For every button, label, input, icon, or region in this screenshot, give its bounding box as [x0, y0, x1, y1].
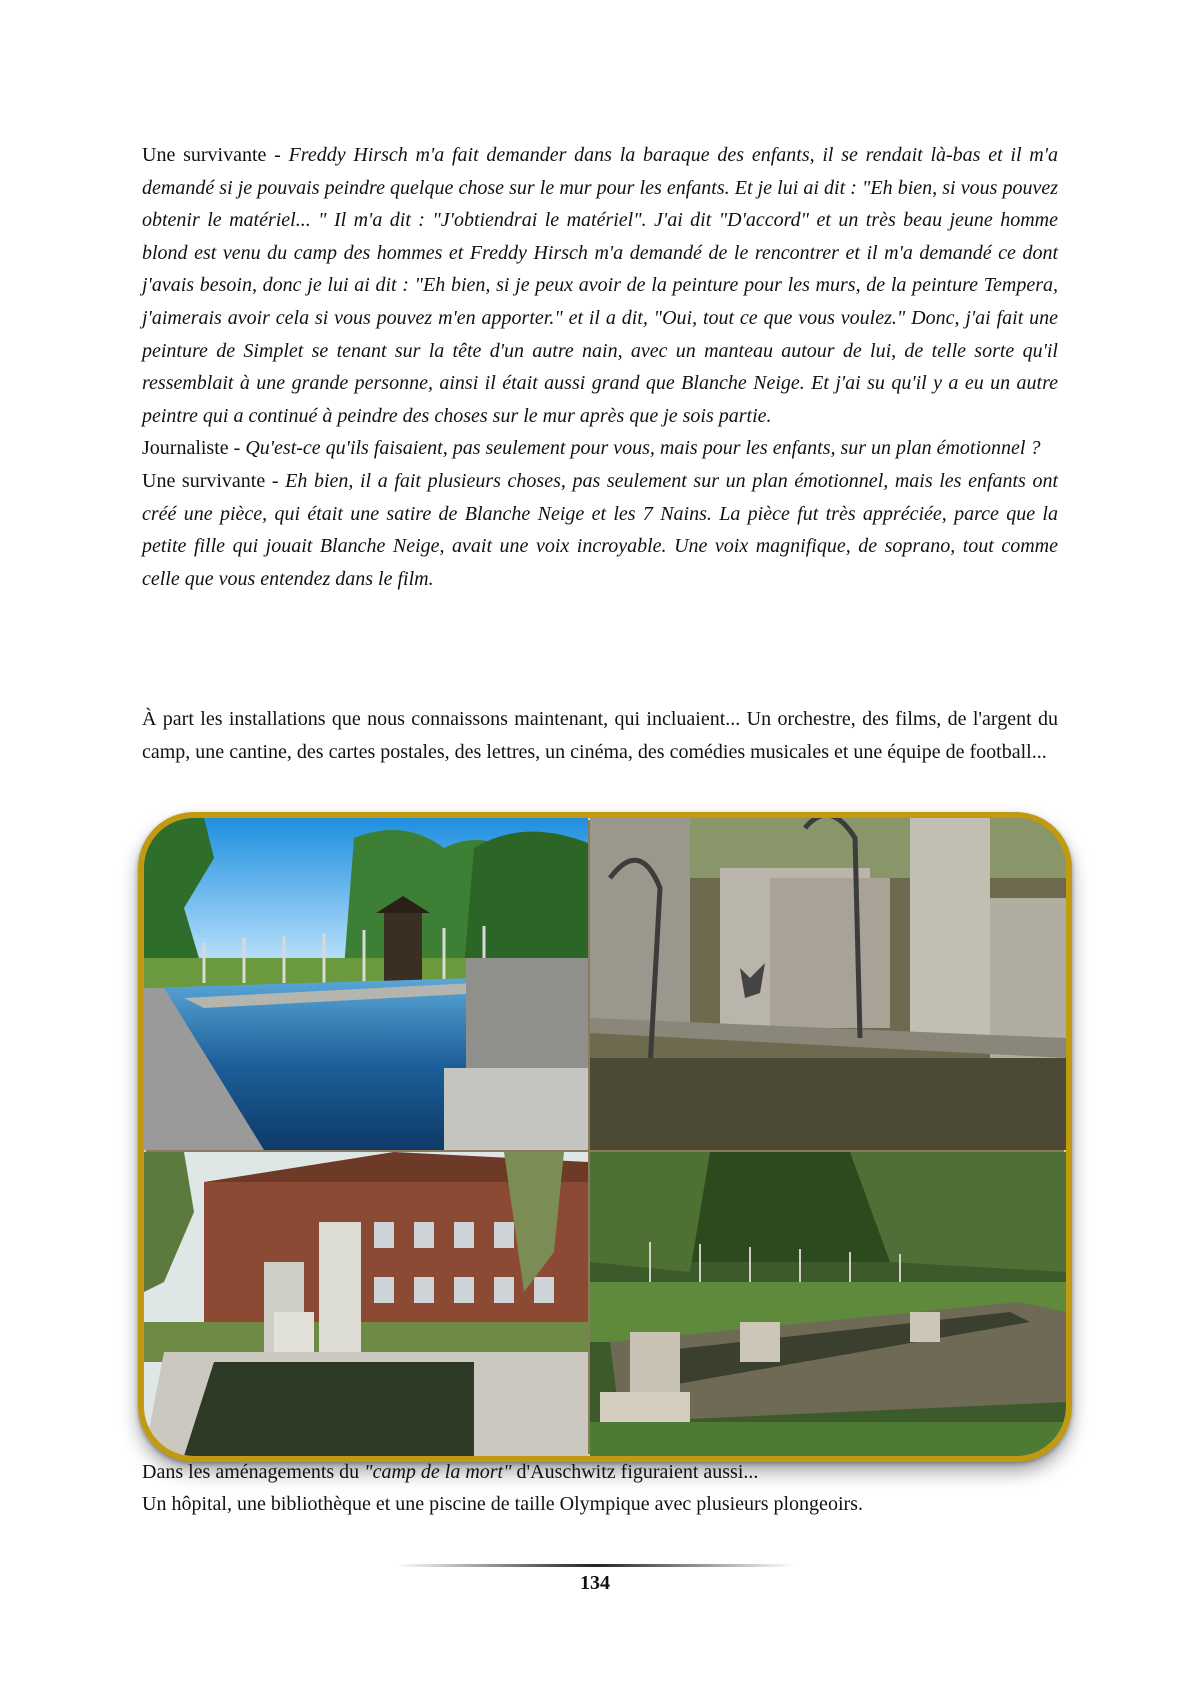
facilities-paragraph [142, 703, 1058, 768]
photo-collage-frame [138, 812, 1072, 1462]
footer-divider [395, 1564, 795, 1567]
speech-text: Eh bien, il a fait plusieurs choses, pas seulement sur un plan émotionnel, mais les enfants ont créé une pièce, qui était une satire de Blanche Neige et les 7 Nains. La pièce fut très appréciée, parce que la petite fille qui jouait Blanche Neige, avait une voix incroyable. Une voix magnifique, de soprano, tout comme celle que vous entendez dans le film. [142, 469, 1059, 590]
photo-diving-steps [590, 818, 1066, 1150]
dialogue-entry-1 [142, 139, 1058, 432]
speech-text: Freddy Hirsch m'a fait demander dans la baraque des enfants, il se rendait là-bas et il m'a demandé si je pouvais peindre quelque chose sur le mur pour les enfants. Et je lui ai dit : "Eh bien, si vous pouvez obtenir le matériel... " Il m'a dit : "J'obtiendrai le matériel". J'ai dit "D'accord" et un très beau jeune homme blond est venu du camp des hommes et Freddy Hirsch m'a demandé de le rencontrer et il m'a demandé ce dont j'avais besoin, donc je lui ai dit : "Eh bien, si je peux avoir de la peinture pour les murs, de la peinture Tempera, j'aimerais avoir cela si vous pouvez m'en apporter." et il a dit, "Oui, tout ce que vous voulez." Donc, j'ai fait une peinture de Simplet se tenant sur la tête d'un autre nain, avec un manteau autour de lui, de telle sorte qu'il ressemblait à une grande personne, ainsi il était aussi grand que Blanche Neige. Et j'ai su qu'il y a eu un autre peintre qui a continué à peindre des choses sur le mur après que je sois partie. [142, 144, 1058, 427]
caption-text: Dans les aménagements du [142, 1461, 365, 1483]
photo-brick-barracks-pool [144, 1152, 588, 1456]
speaker-label: Une survivante - [142, 469, 286, 492]
photo-pool-watchtower [144, 818, 588, 1150]
speaker-label: Une survivante - [142, 144, 289, 166]
facilities-text: À part les installations que nous connaissons maintenant, qui incluaient... Un orchestre, des films, de l'argent du camp, une cantine, des cartes postales, des lettres, un cinéma, des comédies musicales et une équipe de football... [142, 708, 1058, 763]
interview-dialogue [142, 139, 1058, 595]
caption-quote: "camp de la mort" [364, 1461, 512, 1483]
speech-text: Qu'est-ce qu'ils faisaient, pas seulement pour vous, mais pour les enfants, sur un plan émotionnel ? [245, 437, 1041, 460]
dialogue-entry-2 [142, 432, 1058, 465]
speaker-label: Journaliste - [142, 437, 246, 460]
dialogue-entry-3 [142, 465, 1058, 595]
photo-pool-greenery [590, 1152, 1066, 1456]
photo-caption [142, 1456, 1058, 1520]
caption-text: d'Auschwitz figuraient aussi... [511, 1461, 759, 1483]
caption-line-1 [142, 1456, 1058, 1488]
caption-line-2: Un hôpital, une bibliothèque et une piscine de taille Olympique avec plusieurs plongeoirs. [142, 1493, 863, 1515]
page-number: 134 [580, 1572, 610, 1594]
